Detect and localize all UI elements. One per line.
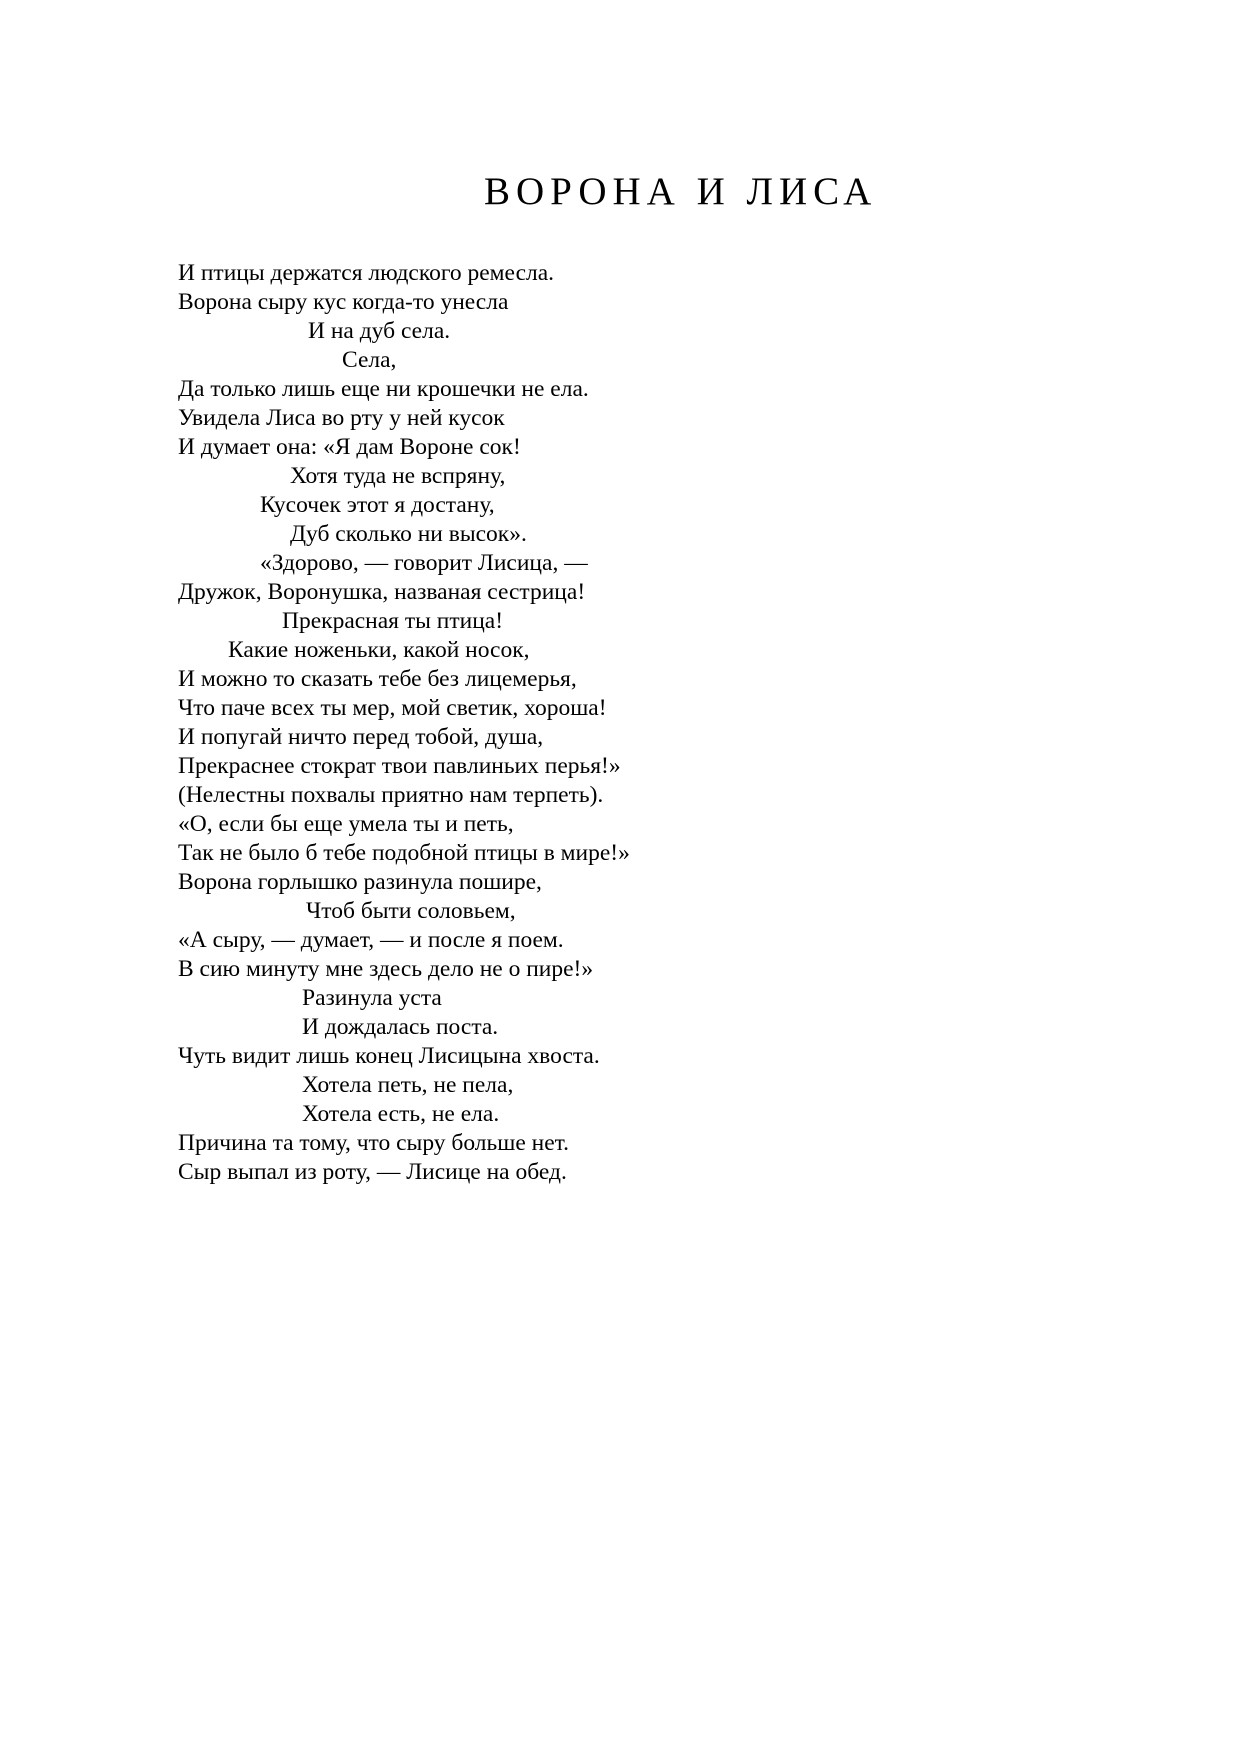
poem-line: Прекраснее стократ твои павлиньих перья!»: [178, 753, 621, 779]
poem-line: И на дуб села.: [308, 318, 451, 344]
poem-line: «А сыру, — думает, — и после я поем.: [178, 927, 564, 953]
poem-line: Ворона сыру кус когда-то унесла: [178, 289, 509, 315]
poem-body: [178, 259, 630, 1187]
poem-line: Хотела петь, не пела,: [302, 1072, 514, 1098]
poem-line: Села,: [342, 347, 397, 373]
poem-line: Разинула уста: [302, 985, 442, 1011]
poem-title: ВОРОНА И ЛИСА: [484, 170, 878, 213]
poem-line: (Нелестны похвалы приятно нам терпеть).: [178, 782, 604, 808]
poem-line: Хотя туда не вспряну,: [290, 463, 506, 489]
poem-line: И попугай ничто перед тобой, душа,: [178, 724, 544, 750]
poem-line: Прекрасная ты птица!: [282, 608, 504, 634]
poem-line: И дождалась поста.: [302, 1014, 499, 1040]
poem-line: Чуть видит лишь конец Лисицына хвоста.: [178, 1043, 600, 1069]
poem-line: Дуб сколько ни высок».: [290, 521, 527, 547]
poem-line: Кусочек этот я достану,: [260, 492, 495, 518]
poem-line: Что паче всех ты мер, мой светик, хороша!: [178, 695, 607, 721]
poem-line: Причина та тому, что сыру больше нет.: [178, 1130, 570, 1156]
poem-line: Да только лишь еще ни крошечки не ела.: [178, 376, 589, 402]
poem-line: И думает она: «Я дам Вороне сок!: [178, 434, 521, 460]
poem-line: Чтоб быти соловьем,: [306, 898, 516, 924]
poem-line: Дружок, Воронушка, названая сестрица!: [178, 579, 586, 605]
poem-line: «О, если бы еще умела ты и петь,: [178, 811, 514, 837]
poem-line: В сию минуту мне здесь дело не о пире!»: [178, 956, 594, 982]
poem-line: И можно то сказать тебе без лицемерья,: [178, 666, 577, 692]
poem-line: Хотела есть, не ела.: [302, 1101, 500, 1127]
poem-line: Ворона горлышко разинула пошире,: [178, 869, 542, 895]
poem-line: Так не было б тебе подобной птицы в мире!»: [178, 840, 630, 866]
poem-line: И птицы держатся людского ремесла.: [178, 260, 555, 286]
poem-line: Увидела Лиса во рту у ней кусок: [178, 405, 505, 431]
poem-line: Какие ноженьки, какой носок,: [228, 637, 530, 663]
poem-line: Сыр выпал из роту, — Лисице на обед.: [178, 1159, 567, 1185]
poem-line: «Здорово, — говорит Лисица, —: [260, 550, 588, 576]
